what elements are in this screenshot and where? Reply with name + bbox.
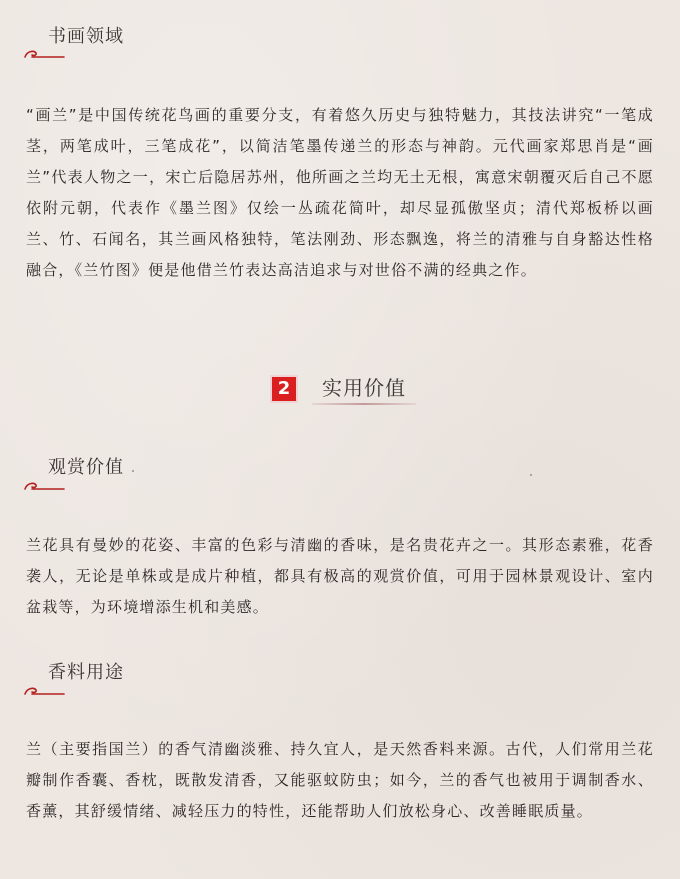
section-title-underline — [312, 403, 416, 405]
section-title-text: 实用价值 — [322, 376, 406, 400]
heading-calligraphy: 书画领域 — [48, 26, 124, 47]
heading-fragrance: 香料用途 — [48, 662, 124, 683]
section-title-practical — [270, 372, 406, 405]
number-badge: 2 — [270, 375, 298, 403]
paragraph-calligraphy: “画兰”是中国传统花鸟画的重要分支，有着悠久历史与独特魅力，其技法讲究“一笔成茎，两笔成叶，三笔成花”，以简洁笔墨传递兰的形态与神韵。元代画家郑思肖是“画兰”代表人物之一，宋亡后隐居苏州，他所画之兰均无土无根，寓意宋朝覆灭后自己不愿依附元朝，代表作《墨兰图》仅绘一丛疏花简叶，却尽显孤傲坚贞；清代郑板桥以画兰、竹、石闻名，其兰画风格独特，笔法刚劲、形态飘逸，将兰的清雅与自身豁达性格融合，《兰竹图》便是他借兰竹表达高洁追求与对世俗不满的经典之作。 — [26, 106, 654, 279]
paragraph-fragrance: 兰（主要指国兰）的香气清幽淡雅、持久宜人，是天然香料来源。古代，人们常用兰花瓣制作香囊、香枕，既散发清香，又能驱蚊防虫；如今，兰的香气也被用于调制香水、香薰，其舒缓情绪、减轻压力的特性，还能帮助人们放松身心、改善睡眠质量。 — [26, 740, 654, 820]
red-curl-ornament-icon — [22, 685, 66, 697]
paragraph-ornamental: 兰花具有曼妙的花姿、丰富的色彩与清幽的香味，是名贵花卉之一。其形态素雅，花香袭人，无论是单株或是成片种植，都具有极高的观赏价值，可用于园林景观设计、室内盆栽等，为环境增添生机和美感。 — [26, 536, 654, 616]
heading-ornamental: 观赏价值 — [48, 457, 124, 478]
paper-speck — [530, 474, 532, 476]
red-curl-ornament-icon — [22, 480, 66, 492]
paper-speck — [132, 470, 134, 472]
red-curl-ornament-icon — [22, 48, 66, 60]
